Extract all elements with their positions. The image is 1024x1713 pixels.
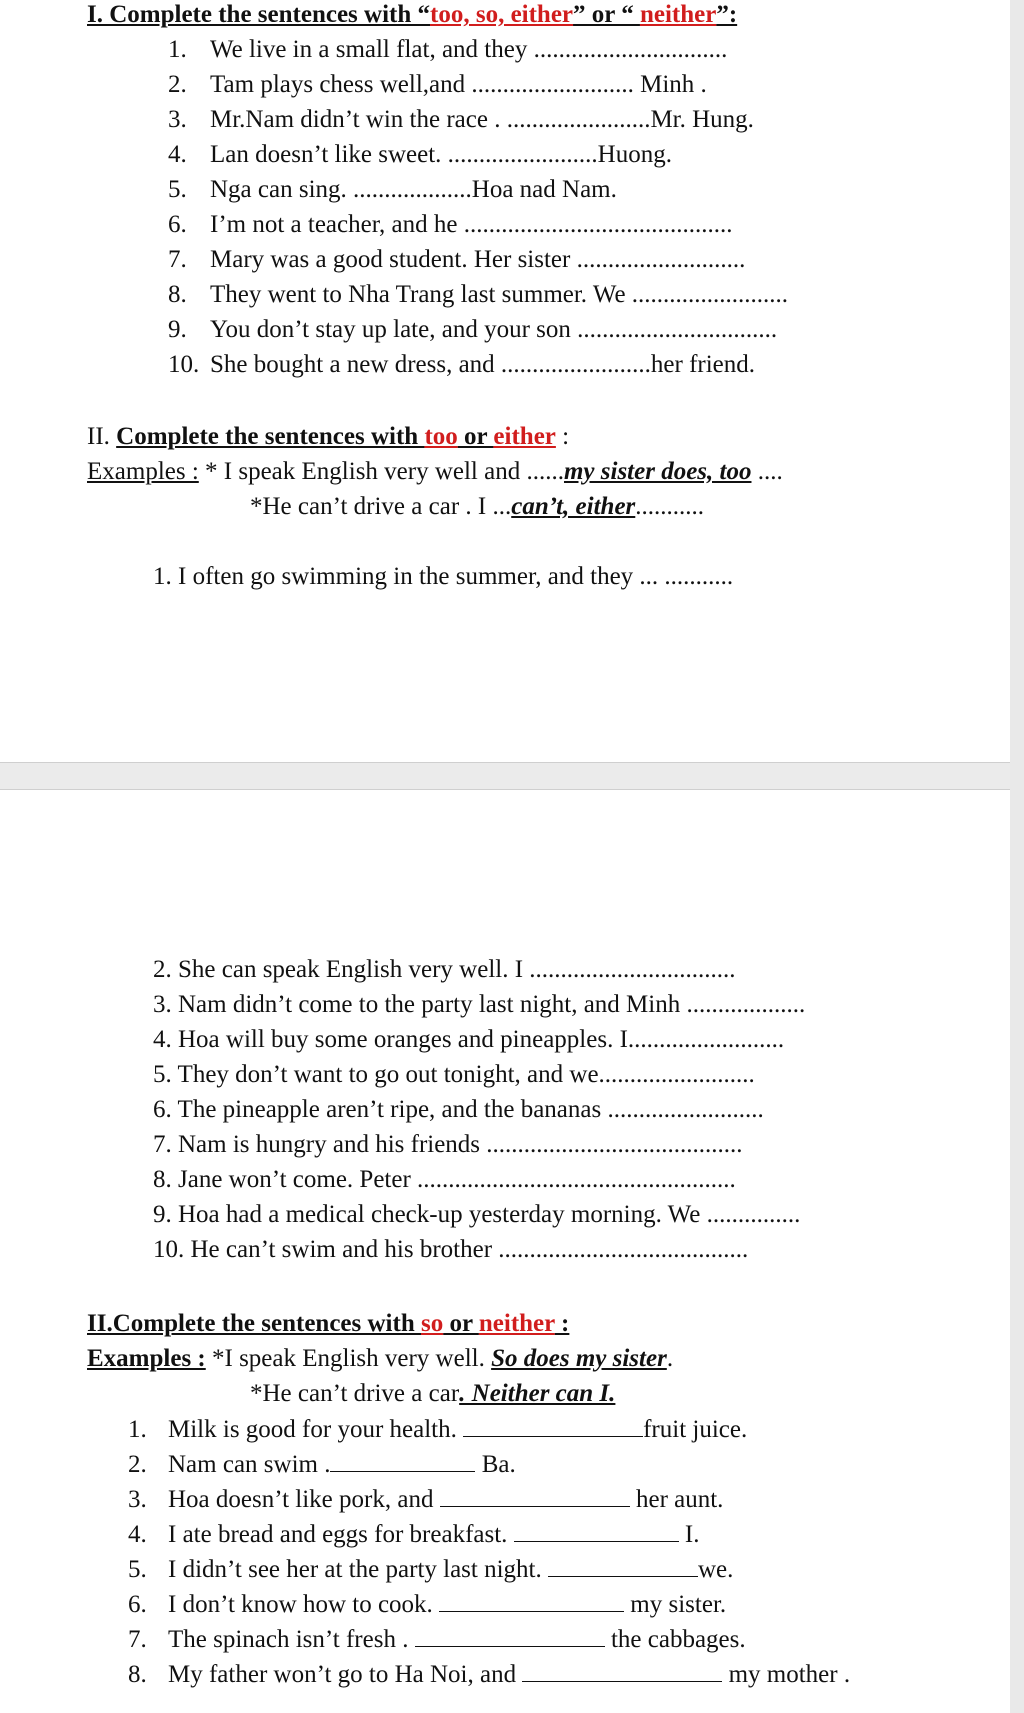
list-item (168, 350, 755, 380)
item-number: 8. (128, 1661, 147, 1688)
item-text: Mary was a good student. Her sister ........................... (210, 246, 746, 273)
item-text: The spinach isn’t fresh . (168, 1626, 415, 1653)
list-item: 5. They don’t want to go out tonight, and we......................... (153, 1061, 755, 1088)
page-2 (0, 790, 1010, 1713)
answer-blank[interactable] (463, 1414, 643, 1437)
item-text: Mr.Nam didn’t win the race . .......................Mr. Hung. (210, 106, 754, 133)
list-item (168, 280, 788, 310)
item-text-end: my mother . (722, 1661, 851, 1688)
list-item (168, 70, 707, 100)
list-item (128, 1414, 747, 1445)
section3-example-1: Examples : *I speak English very well. So does my sister. (87, 1345, 674, 1372)
item-text: We live in a small flat, and they ............................... (210, 36, 728, 63)
list-item: 2. She can speak English very well. I ................................. (153, 956, 736, 983)
list-item: 6. The pineapple aren’t ripe, and the bananas ......................... (153, 1096, 764, 1123)
item-text: Hoa doesn’t like pork, and (168, 1486, 440, 1513)
item-text: They went to Nha Trang last summer. We ......................... (210, 281, 789, 308)
answer-blank[interactable] (330, 1449, 475, 1472)
list-item: 8. Jane won’t come. Peter ................................................... (153, 1166, 736, 1193)
list-item (128, 1589, 726, 1620)
answer-blank[interactable] (415, 1624, 605, 1647)
item-number: 3. (168, 106, 187, 133)
item-number: 4. (168, 141, 187, 168)
answer-blank[interactable] (440, 1484, 630, 1507)
section2-example-1: Examples : * I speak English very well and ......my sister does, too .... (87, 458, 783, 485)
item-number: 7. (128, 1626, 147, 1653)
list-item: 9. Hoa had a medical check-up yesterday morning. We ............... (153, 1201, 801, 1228)
item-number: 6. (128, 1591, 147, 1618)
list-item (168, 175, 617, 205)
answer-blank[interactable] (522, 1659, 722, 1682)
item-text: Nga can sing. ...................Hoa nad Nam. (210, 176, 617, 203)
list-item: 3. Nam didn’t come to the party last night, and Minh ................... (153, 991, 806, 1018)
list-item (128, 1624, 746, 1655)
item-text-end: Ba. (475, 1451, 516, 1478)
page-separator (0, 762, 1010, 790)
item-number: 6. (168, 211, 187, 238)
item-text-end: my sister. (624, 1591, 727, 1618)
list-item (168, 35, 727, 65)
item-text: I’m not a teacher, and he ........................................... (210, 211, 733, 238)
item-number: 1. (128, 1416, 147, 1443)
item-number: 5. (128, 1556, 147, 1583)
item-text-end: I. (678, 1521, 700, 1548)
item-text: I didn’t see her at the party last night. (168, 1556, 548, 1583)
page-1 (0, 0, 1010, 762)
list-item (128, 1484, 723, 1515)
section2-item: 1. I often go swimming in the summer, and they ... ........... (153, 563, 734, 590)
list-item (168, 245, 745, 275)
item-number: 3. (128, 1486, 147, 1513)
item-number: 8. (168, 281, 187, 308)
list-item (168, 315, 777, 345)
item-text: I ate bread and eggs for breakfast. (168, 1521, 514, 1548)
item-number: 9. (168, 316, 187, 343)
answer-blank[interactable] (548, 1554, 698, 1577)
section3-example-2: *He can’t drive a car. Neither can I. (250, 1380, 616, 1407)
item-number: 10. (168, 351, 200, 378)
list-item (128, 1449, 516, 1480)
item-text: Lan doesn’t like sweet. ........................Huong. (210, 141, 672, 168)
item-text: Tam plays chess well,and .......................... Minh . (210, 71, 707, 98)
section2-title: II. Complete the sentences with too or either : (87, 423, 570, 450)
item-text: I don’t know how to cook. (168, 1591, 440, 1618)
item-number: 1. (168, 36, 187, 63)
item-number: 4. (128, 1521, 147, 1548)
section2-example-2: *He can’t drive a car . I ...can’t, either........... (250, 493, 705, 520)
item-number: 2. (168, 71, 187, 98)
answer-blank[interactable] (439, 1589, 624, 1612)
list-item (168, 210, 733, 240)
scroll-gutter (1010, 0, 1024, 1713)
section1-title: I. Complete the sentences with “too, so, either” or “ neither”: (87, 1, 738, 28)
item-text: She bought a new dress, and ........................her friend. (210, 351, 756, 378)
item-text: Nam can swim . (168, 1451, 331, 1478)
item-number: 7. (168, 246, 187, 273)
item-text: Milk is good for your health. (168, 1416, 464, 1443)
list-item (168, 140, 672, 170)
list-item: 7. Nam is hungry and his friends ......................................... (153, 1131, 743, 1158)
list-item: 4. Hoa will buy some oranges and pineapples. I......................... (153, 1026, 785, 1053)
item-number: 5. (168, 176, 187, 203)
item-text-end: fruit juice. (643, 1416, 748, 1443)
list-item (128, 1554, 733, 1585)
item-text: My father won’t go to Ha Noi, and (168, 1661, 523, 1688)
item-text-end: her aunt. (629, 1486, 724, 1513)
item-text-end: we. (698, 1556, 734, 1583)
answer-blank[interactable] (514, 1519, 679, 1542)
item-text: You don’t stay up late, and your son ................................ (210, 316, 778, 343)
item-number: 2. (128, 1451, 147, 1478)
list-item (128, 1519, 700, 1550)
list-item (128, 1659, 850, 1690)
section3-title: II.Complete the sentences with so or neither : (87, 1310, 570, 1337)
list-item: 10. He can’t swim and his brother ........................................ (153, 1236, 749, 1263)
item-text-end: the cabbages. (604, 1626, 746, 1653)
list-item (168, 105, 754, 135)
